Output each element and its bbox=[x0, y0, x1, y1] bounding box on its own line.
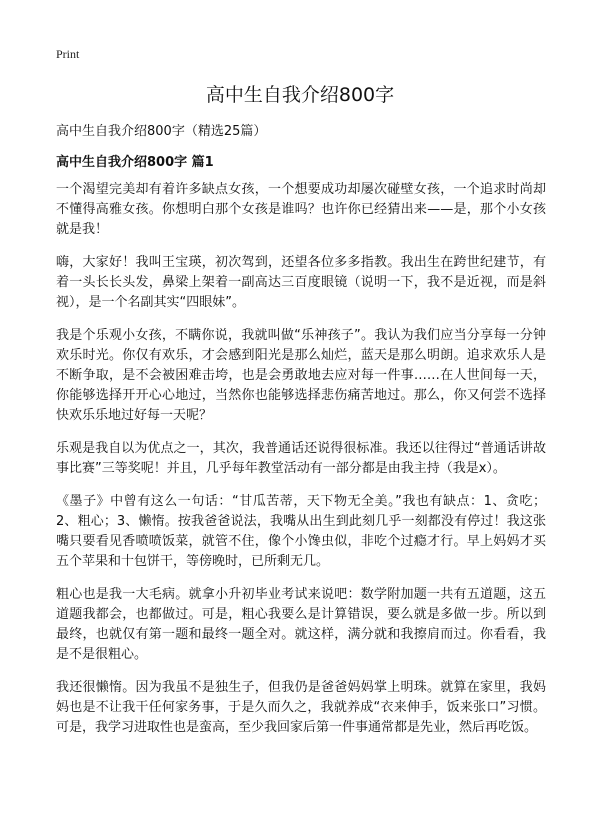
paragraph-3: 我是个乐观小女孩，不瞒你说，我就叫做“乐神孩子”。我认为我们应当分享每一分钟欢乐时光。你仅有欢乐，才会感到阳光是那么灿烂，蓝天是那么明朗。追求欢乐人是不断争取，是不会被困难击垮，也是会勇敢地去应对每一件事……在人世间每一天，你能够选择开开心心地过，当然你也能够选择悲伤痛苦地过。那么，你又何尝不选择快欢乐乐地过好每一天呢？ bbox=[56, 328, 546, 423]
print-link[interactable]: Print bbox=[56, 47, 80, 61]
paragraph-4: 乐观是我自以为优点之一，其次，我普通话还说得很标准。我还以往得过“普通话讲故事比赛”三等奖呢！并且，几乎每年教堂活动有一部分都是由我主持（我是x）。 bbox=[56, 441, 546, 476]
document-title: 高中生自我介绍800字 bbox=[205, 84, 395, 106]
article-body bbox=[56, 180, 546, 751]
document-subtitle: 高中生自我介绍800字（精选25篇） bbox=[56, 124, 267, 139]
paragraph-1: 一个渴望完美却有着许多缺点女孩，一个想要成功却屡次碰壁女孩，一个追求时尚却不懂得高雅女孩。你想明白那个女孩是谁吗？也许你已经猜出来——是，那个小女孩就是我！ bbox=[56, 182, 546, 237]
paragraph-6: 粗心也是我一大毛病。就拿小升初毕业考试来说吧：数学附加题一共有五道题，这五道题我都会，也都做过。可是，粗心我要么是计算错误，要么就是多做一步。所以到最终，也就仅有第一题和最终一题全对。就这样，满分就和我擦肩而过。你看看，我是不是很粗心。 bbox=[56, 587, 546, 662]
paragraph-7: 我还很懒惰。因为我虽不是独生子，但我仍是爸爸妈妈掌上明珠。就算在家里，我妈妈也是不让我干任何家务事，于是久而久之，我就养成“衣来伸手，饭来张口”习惯。可是，我学习进取性也是蛮高，至少我回家后第一件事通常都是先业，然后再吃饭。 bbox=[56, 680, 546, 735]
paragraph-5: 《墨子》中曾有这么一句话：“甘瓜苦蒂，天下物无全美。”我也有缺点：1、贪吃；2、粗心；3、懒惰。按我爸爸说法，我嘴从出生到此刻几乎一刻都没有停过！我这张嘴只要看见香喷喷饭菜，就管不住，像个小馋虫似，非吃个过瘾才行。早上妈妈才买五个苹果和十包饼干，等傍晚时，已所剩无几。 bbox=[56, 494, 546, 569]
section-heading: 高中生自我介绍800字 篇1 bbox=[56, 155, 214, 170]
paragraph-2: 嗨，大家好！我叫王宝瑛，初次驾到，还望各位多多指教。我出生在跨世纪建节，有着一头长长头发，鼻梁上架着一副高达三百度眼镜（说明一下，我不是近视，而是斜视），是一个名副其实“四眼妹”。 bbox=[56, 255, 546, 310]
